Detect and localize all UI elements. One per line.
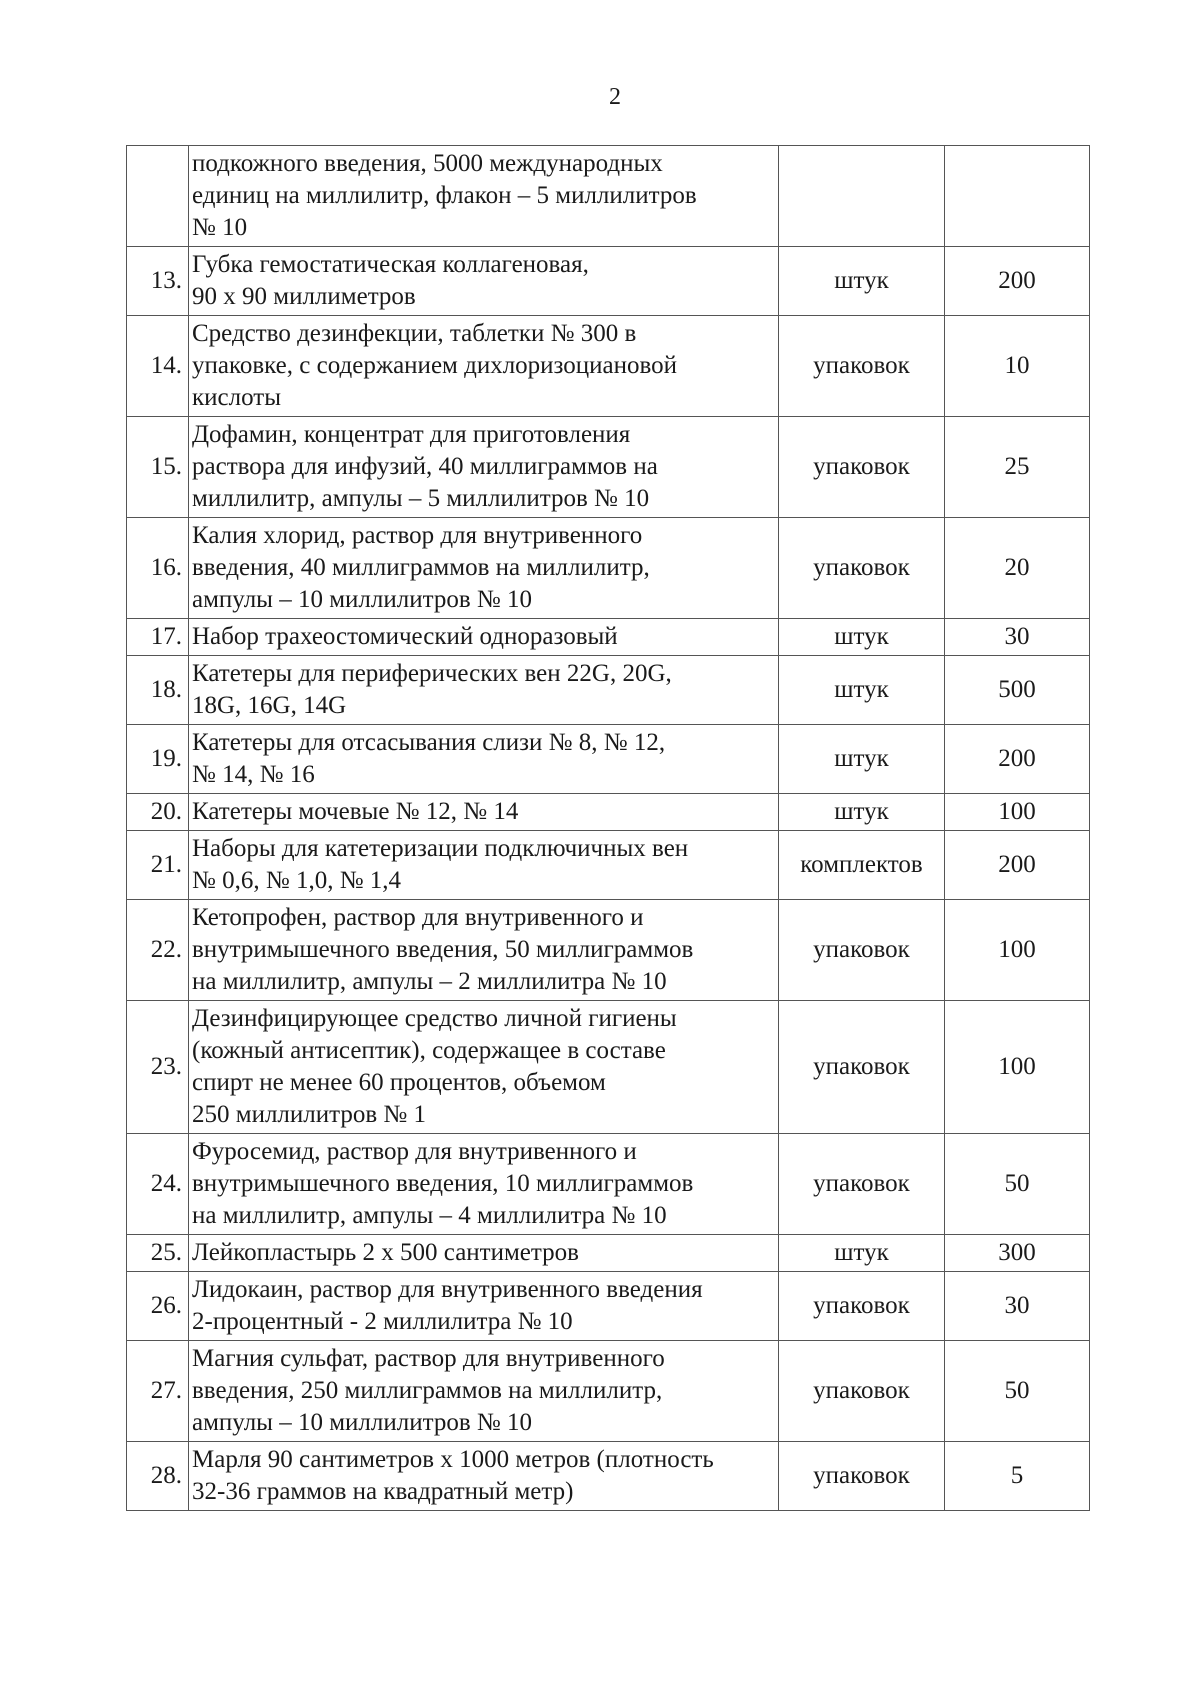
item-unit: штук xyxy=(779,794,945,831)
item-name: Губка гемостатическая коллагеновая, 90 х 90 миллиметров xyxy=(189,247,779,316)
item-quantity: 100 xyxy=(945,900,1090,1001)
table-row xyxy=(127,1235,1090,1272)
item-quantity: 20 xyxy=(945,518,1090,619)
row-number: 13. xyxy=(127,247,189,316)
item-name: подкожного введения, 5000 международных единиц на миллилитр, флакон – 5 миллилитров № 10 xyxy=(189,146,779,247)
page-number: 2 xyxy=(609,84,621,110)
row-number: 26. xyxy=(127,1272,189,1341)
item-quantity: 500 xyxy=(945,656,1090,725)
item-unit: упаковок xyxy=(779,1442,945,1511)
item-unit: штук xyxy=(779,247,945,316)
item-name: Средство дезинфекции, таблетки № 300 в упаковке, с содержанием дихлоризоциановой кислоты xyxy=(189,316,779,417)
item-quantity: 30 xyxy=(945,619,1090,656)
row-number: 20. xyxy=(127,794,189,831)
table-row xyxy=(127,794,1090,831)
item-unit: упаковок xyxy=(779,518,945,619)
item-quantity: 50 xyxy=(945,1341,1090,1442)
table-row xyxy=(127,1272,1090,1341)
item-quantity: 200 xyxy=(945,725,1090,794)
item-unit: упаковок xyxy=(779,1341,945,1442)
table-row xyxy=(127,900,1090,1001)
row-number: 17. xyxy=(127,619,189,656)
item-name: Дофамин, концентрат для приготовления раствора для инфузий, 40 миллиграммов на миллилитр, ампулы – 5 миллилитров № 10 xyxy=(189,417,779,518)
row-number: 25. xyxy=(127,1235,189,1272)
item-name: Наборы для катетеризации подключичных вен № 0,6, № 1,0, № 1,4 xyxy=(189,831,779,900)
table-row xyxy=(127,518,1090,619)
item-quantity: 200 xyxy=(945,247,1090,316)
item-quantity: 100 xyxy=(945,794,1090,831)
table-row xyxy=(127,619,1090,656)
item-unit: упаковок xyxy=(779,1134,945,1235)
item-unit: штук xyxy=(779,725,945,794)
table-row xyxy=(127,831,1090,900)
table-row xyxy=(127,146,1090,247)
row-number: 24. xyxy=(127,1134,189,1235)
item-unit: упаковок xyxy=(779,1272,945,1341)
item-unit: штук xyxy=(779,619,945,656)
item-name: Лидокаин, раствор для внутривенного введения 2-процентный - 2 миллилитра № 10 xyxy=(189,1272,779,1341)
items-table-body xyxy=(127,146,1090,1511)
row-number xyxy=(127,146,189,247)
item-unit: комплектов xyxy=(779,831,945,900)
item-unit: упаковок xyxy=(779,900,945,1001)
row-number: 15. xyxy=(127,417,189,518)
item-name: Катетеры мочевые № 12, № 14 xyxy=(189,794,779,831)
item-unit xyxy=(779,146,945,247)
item-unit: упаковок xyxy=(779,316,945,417)
item-name: Дезинфицирующее средство личной гигиены (кожный антисептик), содержащее в составе спирт не менее 60 процентов, объемом 250 миллилитров № 1 xyxy=(189,1001,779,1134)
item-quantity xyxy=(945,146,1090,247)
item-name: Фуросемид, раствор для внутривенного и внутримышечного введения, 10 миллиграммов на миллилитр, ампулы – 4 миллилитра № 10 xyxy=(189,1134,779,1235)
table-row xyxy=(127,656,1090,725)
item-name: Калия хлорид, раствор для внутривенного введения, 40 миллиграммов на миллилитр, ампулы – 10 миллилитров № 10 xyxy=(189,518,779,619)
item-quantity: 100 xyxy=(945,1001,1090,1134)
item-unit: упаковок xyxy=(779,1001,945,1134)
table-row xyxy=(127,1341,1090,1442)
row-number: 27. xyxy=(127,1341,189,1442)
items-table xyxy=(126,145,1090,1511)
row-number: 18. xyxy=(127,656,189,725)
table-row xyxy=(127,417,1090,518)
item-name: Набор трахеостомический одноразовый xyxy=(189,619,779,656)
row-number: 14. xyxy=(127,316,189,417)
item-quantity: 5 xyxy=(945,1442,1090,1511)
item-name: Кетопрофен, раствор для внутривенного и внутримышечного введения, 50 миллиграммов на миллилитр, ампулы – 2 миллилитра № 10 xyxy=(189,900,779,1001)
item-quantity: 25 xyxy=(945,417,1090,518)
row-number: 19. xyxy=(127,725,189,794)
row-number: 16. xyxy=(127,518,189,619)
table-row xyxy=(127,1134,1090,1235)
table-row xyxy=(127,725,1090,794)
row-number: 21. xyxy=(127,831,189,900)
item-quantity: 300 xyxy=(945,1235,1090,1272)
item-quantity: 30 xyxy=(945,1272,1090,1341)
item-unit: упаковок xyxy=(779,417,945,518)
table-row xyxy=(127,247,1090,316)
row-number: 23. xyxy=(127,1001,189,1134)
item-unit: штук xyxy=(779,656,945,725)
item-quantity: 50 xyxy=(945,1134,1090,1235)
item-name: Катетеры для отсасывания слизи № 8, № 12, № 14, № 16 xyxy=(189,725,779,794)
table-row xyxy=(127,1442,1090,1511)
item-name: Магния сульфат, раствор для внутривенного введения, 250 миллиграммов на миллилитр, ампулы – 10 миллилитров № 10 xyxy=(189,1341,779,1442)
item-quantity: 200 xyxy=(945,831,1090,900)
item-name: Марля 90 сантиметров х 1000 метров (плотность 32-36 граммов на квадратный метр) xyxy=(189,1442,779,1511)
item-quantity: 10 xyxy=(945,316,1090,417)
item-unit: штук xyxy=(779,1235,945,1272)
item-name: Катетеры для периферических вен 22G, 20G, 18G, 16G, 14G xyxy=(189,656,779,725)
table-row xyxy=(127,1001,1090,1134)
row-number: 28. xyxy=(127,1442,189,1511)
item-name: Лейкопластырь 2 х 500 сантиметров xyxy=(189,1235,779,1272)
row-number: 22. xyxy=(127,900,189,1001)
table-row xyxy=(127,316,1090,417)
